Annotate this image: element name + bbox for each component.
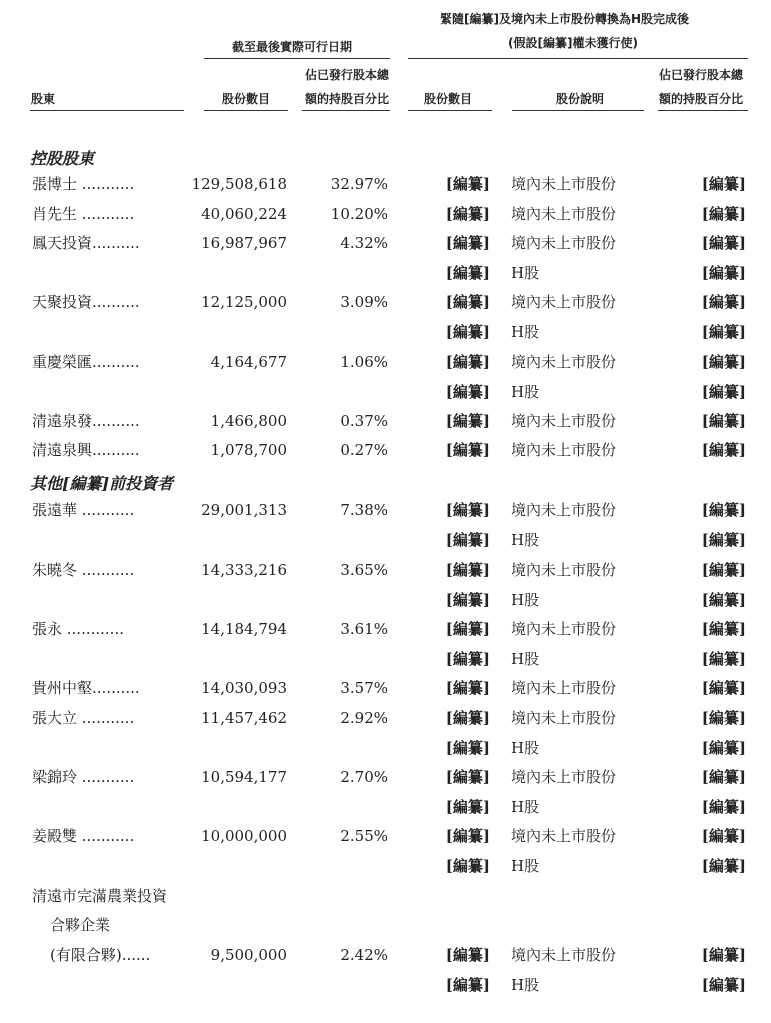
shareholding-percentage: 0.37% [340, 412, 388, 430]
shareholding-percentage: 32.97% [330, 175, 388, 193]
redacted-shares: [編纂] [445, 709, 490, 727]
col-desc: 股份說明 [556, 92, 605, 106]
col-shares-1: 股份數目 [222, 92, 271, 106]
shareholder-name: 張永 ............ [32, 620, 124, 638]
shares-count: 14,333,216 [201, 561, 287, 579]
redacted-percentage: [編纂] [701, 412, 746, 430]
redacted-shares: [編纂] [445, 322, 490, 341]
shareholder-name: (有限合夥)...... [50, 946, 151, 964]
redacted-percentage: [編纂] [701, 322, 746, 341]
shareholding-percentage: 0.27% [340, 441, 388, 459]
redacted-percentage: [編纂] [701, 620, 746, 638]
redacted-shares: [編纂] [445, 382, 490, 401]
share-description: 境內未上市股份 [511, 353, 617, 371]
redacted-percentage: [編纂] [701, 205, 746, 223]
shareholding-percentage: 4.32% [340, 234, 388, 252]
shares-count: 9,500,000 [210, 946, 287, 964]
group2-title-line1: 緊隨[編纂]及境內未上市股份轉換為H股完成後 [440, 12, 690, 26]
shareholding-percentage: 7.38% [340, 501, 388, 519]
shares-count: 10,594,177 [201, 768, 287, 786]
share-description: 境內未上市股份 [511, 234, 617, 252]
shareholder-name: 清遠泉興.......... [32, 441, 140, 459]
redacted-shares: [編纂] [445, 946, 490, 964]
redacted-shares: [編纂] [445, 530, 490, 549]
redacted-percentage: [編纂] [701, 649, 746, 668]
redacted-percentage: [編纂] [701, 561, 746, 579]
group2-title-line2: (假設[編纂]權未獲行使) [508, 36, 638, 50]
shareholding-percentage: 3.65% [340, 561, 388, 579]
redacted-shares: [編纂] [445, 620, 490, 638]
share-description: 境內未上市股份 [511, 561, 617, 579]
share-description: 境內未上市股份 [511, 679, 617, 697]
redacted-percentage: [編纂] [701, 263, 746, 282]
shares-count: 1,466,800 [210, 412, 287, 430]
redacted-shares: [編纂] [445, 561, 490, 579]
shareholding-percentage: 10.20% [330, 205, 388, 223]
shareholder-name: 天聚投資.......... [32, 293, 140, 311]
shareholder-name: 重慶榮匯.......... [32, 353, 140, 371]
redacted-shares: [編纂] [445, 501, 490, 519]
share-description: 境內未上市股份 [511, 293, 617, 311]
shares-count: 12,125,000 [201, 293, 287, 311]
shareholder-name: 清遠市完滿農業投資 [32, 886, 168, 905]
shareholder-name: 清遠泉發.......... [32, 412, 140, 430]
shareholder-name: 朱曉冬 ........... [32, 561, 135, 579]
redacted-percentage: [編纂] [701, 679, 746, 697]
col-shares-2: 股份數目 [424, 92, 473, 106]
redacted-percentage: [編纂] [701, 738, 746, 757]
shareholding-percentage: 2.70% [340, 768, 388, 786]
group2-rule [408, 58, 748, 59]
shareholding-percentage: 3.61% [340, 620, 388, 638]
shares-count: 29,001,313 [201, 501, 287, 519]
share-description: H股 [511, 975, 540, 994]
share-description: H股 [511, 263, 540, 282]
redacted-percentage: [編纂] [701, 382, 746, 401]
shares-count: 129,508,618 [191, 175, 287, 193]
redacted-percentage: [編纂] [701, 709, 746, 727]
shares-count: 14,030,093 [201, 679, 287, 697]
shareholding-percentage: 1.06% [340, 353, 388, 371]
shares-count: 4,164,677 [210, 353, 287, 371]
share-description: 境內未上市股份 [511, 946, 617, 964]
share-description: 境內未上市股份 [511, 175, 617, 193]
redacted-percentage: [編纂] [701, 501, 746, 519]
shares-count: 11,457,462 [201, 709, 287, 727]
share-description: 境內未上市股份 [511, 827, 617, 845]
share-description: 境內未上市股份 [511, 441, 617, 459]
redacted-percentage: [編纂] [701, 797, 746, 816]
header-rule-pct-2 [658, 110, 748, 111]
col-pct-1-line1: 佔已發行股本總 [305, 68, 390, 82]
shareholding-percentage: 2.42% [340, 946, 388, 964]
redacted-shares: [編纂] [445, 234, 490, 252]
shareholding-percentage: 3.09% [340, 293, 388, 311]
redacted-shares: [編纂] [445, 856, 490, 875]
header-rule-shareholder [30, 110, 184, 111]
col-pct-2-line1: 佔已發行股本總 [659, 68, 744, 82]
section-title: 控股股東 [30, 149, 95, 168]
share-description: H股 [511, 530, 540, 549]
redacted-shares: [編纂] [445, 797, 490, 816]
redacted-percentage: [編纂] [701, 946, 746, 964]
shareholder-name: 張大立 ........... [32, 709, 135, 727]
shareholder-name: 鳳天投資.......... [32, 234, 140, 252]
redacted-shares: [編纂] [445, 293, 490, 311]
share-description: 境內未上市股份 [511, 620, 617, 638]
redacted-shares: [編纂] [445, 649, 490, 668]
shareholding-percentage: 2.92% [340, 709, 388, 727]
header-rule-shares-1 [204, 110, 288, 111]
share-description: H股 [511, 382, 540, 401]
redacted-percentage: [編纂] [701, 856, 746, 875]
redacted-percentage: [編纂] [701, 530, 746, 549]
shareholder-name: 貴州中壑.......... [32, 679, 140, 697]
share-description: 境內未上市股份 [511, 205, 617, 223]
redacted-shares: [編纂] [445, 353, 490, 371]
shares-count: 40,060,224 [201, 205, 287, 223]
share-description: 境內未上市股份 [511, 709, 617, 727]
redacted-percentage: [編纂] [701, 768, 746, 786]
share-description: H股 [511, 322, 540, 341]
redacted-shares: [編纂] [445, 768, 490, 786]
redacted-percentage: [編纂] [701, 234, 746, 252]
col-shareholder: 股東 [31, 92, 56, 106]
share-description: 境內未上市股份 [511, 768, 617, 786]
redacted-shares: [編纂] [445, 441, 490, 459]
redacted-percentage: [編纂] [701, 975, 746, 994]
redacted-shares: [編纂] [445, 827, 490, 845]
share-description: H股 [511, 738, 540, 757]
redacted-shares: [編纂] [445, 175, 490, 193]
shareholding-percentage: 3.57% [340, 679, 388, 697]
share-description: 境內未上市股份 [511, 501, 617, 519]
redacted-shares: [編纂] [445, 263, 490, 282]
group1-title: 截至最後實際可行日期 [232, 40, 353, 54]
redacted-shares: [編纂] [445, 738, 490, 757]
header-rule-shares-2 [408, 110, 492, 111]
redacted-percentage: [編纂] [701, 827, 746, 845]
share-description: 境內未上市股份 [511, 412, 617, 430]
redacted-shares: [編纂] [445, 975, 490, 994]
col-pct-2-line2: 額的持股百分比 [659, 92, 744, 106]
shareholder-name: 合夥企業 [50, 916, 111, 935]
shares-count: 1,078,700 [210, 441, 287, 459]
redacted-percentage: [編纂] [701, 175, 746, 193]
redacted-percentage: [編纂] [701, 441, 746, 459]
header-rule-desc [512, 110, 644, 111]
shares-count: 16,987,967 [201, 234, 287, 252]
shares-count: 14,184,794 [201, 620, 287, 638]
redacted-percentage: [編纂] [701, 590, 746, 609]
shareholder-name: 張遠華 ........... [32, 501, 135, 519]
share-description: H股 [511, 856, 540, 875]
section-title: 其他[編纂]前投資者 [30, 474, 174, 493]
share-description: H股 [511, 649, 540, 668]
share-description: H股 [511, 797, 540, 816]
shareholding-percentage: 2.55% [340, 827, 388, 845]
redacted-percentage: [編纂] [701, 353, 746, 371]
redacted-percentage: [編纂] [701, 293, 746, 311]
col-pct-1-line2: 額的持股百分比 [305, 92, 390, 106]
redacted-shares: [編纂] [445, 205, 490, 223]
redacted-shares: [編纂] [445, 590, 490, 609]
shareholder-name: 姜殿雙 ........... [32, 827, 135, 845]
share-description: H股 [511, 590, 540, 609]
shareholder-name: 張博士 ........... [32, 175, 135, 193]
shares-count: 10,000,000 [201, 827, 287, 845]
redacted-shares: [編纂] [445, 679, 490, 697]
header-rule-pct-1 [302, 110, 390, 111]
shareholder-name: 梁錦玲 ........... [32, 768, 135, 786]
shareholder-name: 肖先生 ........... [32, 205, 135, 223]
redacted-shares: [編纂] [445, 412, 490, 430]
group1-rule [204, 58, 390, 59]
